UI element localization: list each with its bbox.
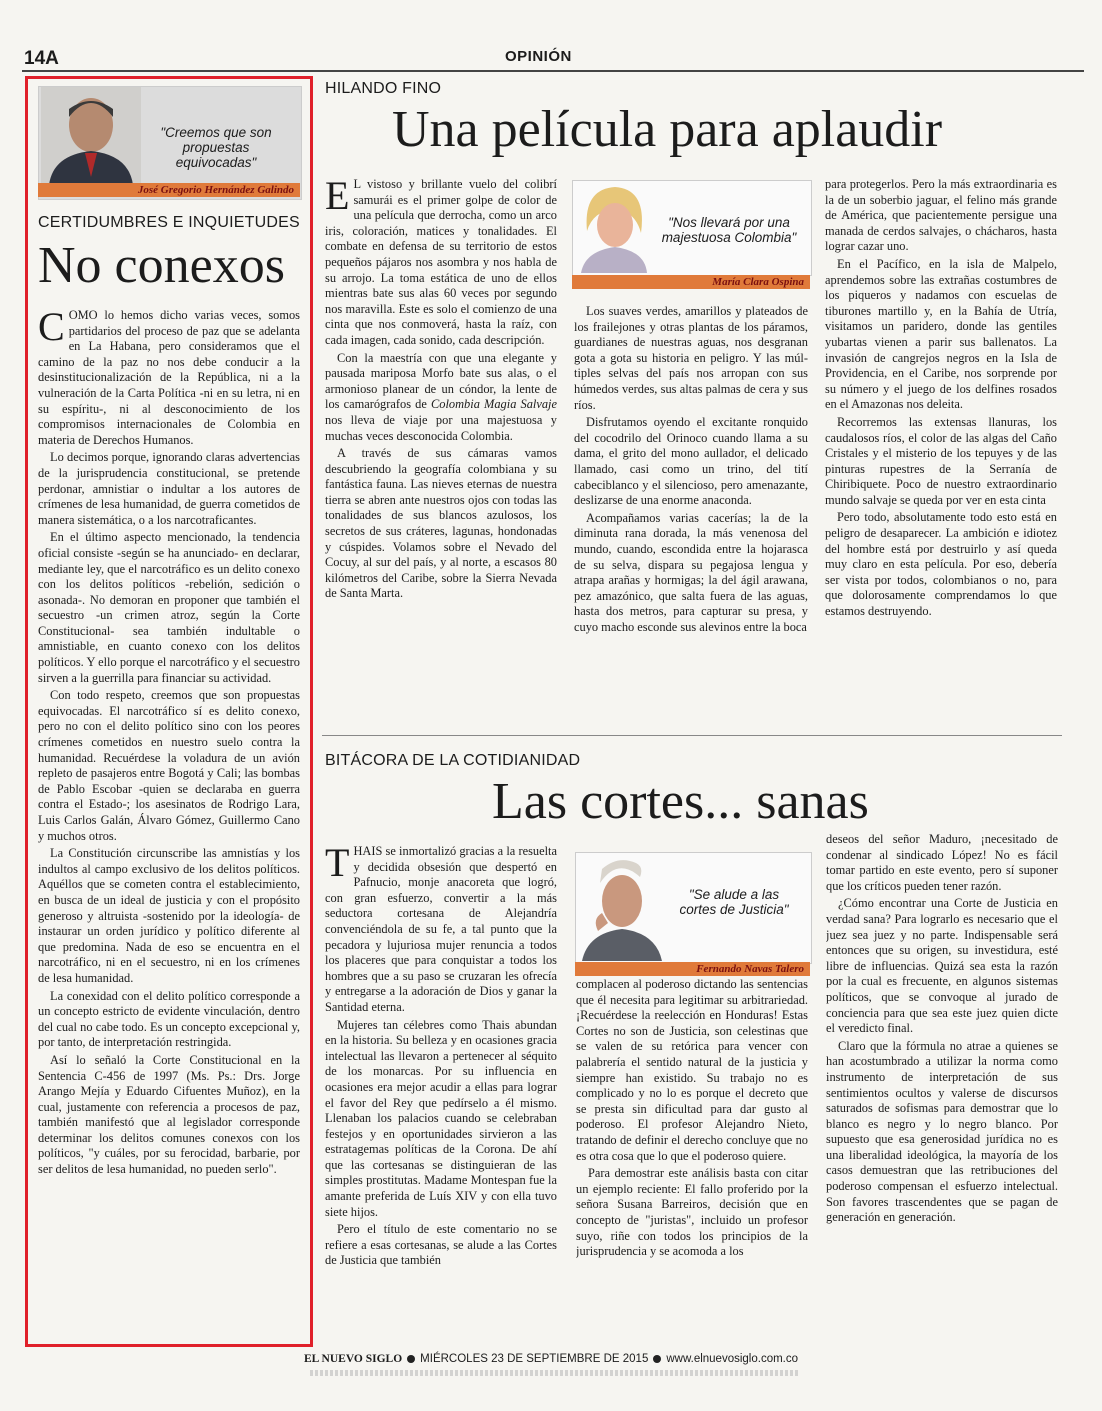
paragraph: En el Pacífico, en la isla de Malpelo, aprendemos sobre las extrañas costumbres de los piqueros y nadamos con escuelas de tiburones martillo y, en la Bahía de Utría, visitamos un paridero, donde las gentiles yubartas vienen a parir sus ballenatos. La invasión de cangrejos negros en la Isla de Providencia, en el Caribe, nos sorprende por su número y el juego de los delfines rosados en el Amazonas nos deleita. bbox=[825, 256, 1057, 412]
author-portrait bbox=[575, 181, 653, 273]
article-headline: Las cortes... sanas bbox=[492, 773, 869, 830]
article-headline: Una película para aplaudir bbox=[392, 101, 943, 158]
paragraph: En el último aspecto mencionado, la tendencia oficial consiste -según se ha anunciado- en declarar, mediante ley, que el narcotráfico es un delito conexo con los delitos políticos -rebelión, sedición o asonada-. No demoran en proponer que también el secuestro -un crimen atroz, según la Corte Constitucional- sea también indultable o amnistiable, en cuanto conexo con los delitos políticos. Y ello porque el narcotráfico y el secuestro sirven a la guerrilla para financiar su actividad. bbox=[38, 530, 300, 685]
paragraph: Pero el título de este comentario no se refiere a esas cortesanas, se alude a las Cortes de Justicia que también bbox=[325, 1222, 557, 1268]
article-body-col3 bbox=[826, 832, 1058, 1336]
drop-cap: T bbox=[325, 844, 350, 885]
paragraph: Mujeres tan célebres como Thais abundan en la historia. Su belleza y en ocasiones gracia intelectual las llevaron a pertenecer al séquito de los monarcas. Por su influencia en ocasiones era mejor acudir a ellas para lograr el favor del Rey que pedírselo a él mismo. Llenaban los palacios cuando se celebraban festejos y en oportunidades sirvieron a las estratagemas políticas de la Corona. De ahí que las cortesanas se distinguieran de las simples prostitutas. Madame Montespan fue la amante preferida de Luís XIV y con ella tuvo siete hijos. bbox=[325, 1017, 557, 1219]
author-byline: Fernando Navas Talero bbox=[575, 962, 810, 976]
drop-cap: C bbox=[38, 308, 65, 349]
page-number: 14A bbox=[24, 48, 59, 69]
issue-date: MIÉRCOLES 23 DE SEPTIEMBRE DE 2015 bbox=[420, 1353, 649, 1365]
paragraph: Claro que la fórmula no atrae a quienes se han acostumbrado a utilizar la norma como instrumento de interpretación de sus sentimientos ocultos y valerse de discursos saturados de sofismas para demostrar que lo blanco es negro y lo negro blanco. Por supuesto que esa generosidad jurídica no es una liberalidad ideológica, la mayoría de los casos demuestran que las retribuciones del poderoso compensan el esfuerzo intelectual. Son favores trascendentes que se pagan de generación en generación. bbox=[826, 1038, 1058, 1225]
paragraph: Con la maestría con que una elegante y pausada mariposa Morfo bate sus alas, o el armonioso planear de un cóndor, la lente de los camarógrafos de Colombia Magia Salvaje nos lleva de viaje por una majestuosa y muchas veces desconocida Colombia. bbox=[325, 350, 557, 443]
drop-cap: E bbox=[325, 177, 350, 218]
paragraph: para protegerlos. Pero la más extraordinaria es la de un soberbio jaguar, el felino más grande de América, que pacientemente persigue una manada de cerdos salvajes, o chácharos, hasta lograr cazar uno. bbox=[825, 177, 1057, 254]
lead-paragraph: L vistoso y brillante vuelo del colibrí samurái es el primer golpe de color de una película que derrocha, como un arco iris, coloración, matices y tonalidades. El combate en defensa de su territorio de estos pequeños pájaros nos asombra y nos habla de su arrojo. La toma estática de uno de ellos mientras bate sus alas 60 veces por segundo nos maravilla. Este es solo el comienzo de una cinta que nos conmoverá, hasta la raíz, con cada imagen, cada sonido, cada descripción. bbox=[325, 177, 557, 347]
film-title: Colombia Magia Salvaje bbox=[431, 397, 557, 412]
article-body-col3 bbox=[825, 177, 1057, 722]
paragraph: deseos del señor Maduro, ¡necesitado de condenar al sindicado López! No es fácil tomar partido en este evento, pero sí suponer que los críticos pueden tener razón. bbox=[826, 832, 1058, 893]
lead-paragraph: OMO lo hemos dicho varias veces, somos partidarios del proceso de paz que se adelanta en La Habana, pero consideramos que el camino de la paz no nos debe conducir a la desinstitucionalización de la República, ni a la vulneración de la Carta Política -ni en su letra, ni en su espíritu-, ni al desconocimiento de los compromisos internacionales de Colombia en materia de Derechos Humanos. bbox=[38, 308, 300, 447]
article-body-col2 bbox=[574, 304, 808, 722]
paragraph: Recorremos las extensas llanuras, los caudalosos ríos, el color de las algas del Caño Cristales y el misterio de los tepuyes y de las pinturas rupestres de la Serranía de Chiribiquete. Poco de nuestro extraordinario mundo salvaje se queda por ver en esta cinta bbox=[825, 414, 1057, 507]
paragraph: La Constitución circunscribe las amnistías y los indultos al campo exclusivo de los delitos políticos. Aquéllos que se cometen contra el establecimiento, en busca de un ideal de justicia y con el propósito generoso y altruista -sostenido por la ideología- de instaurar un orden jurídico y político diferente al que predomina. Nada de eso se encuentra en el narcotráfico, ni en el secuestro, ni en los crímenes de lesa humanidad. bbox=[38, 846, 300, 985]
article-body-col1 bbox=[325, 844, 557, 1336]
author-byline: María Clara Ospina bbox=[572, 275, 810, 289]
paragraph: Para demostrar este análisis basta con citar un ejemplo reciente: El fallo proferido por la señora Susana Barreiros, decisión que en concepto de "juristas", incluido un profesor suyo, riñe con todos los principios de la jurisprudencia y se acomoda a los bbox=[576, 1166, 808, 1259]
newspaper-name: EL NUEVO SIGLO bbox=[303, 1353, 403, 1365]
article-kicker: CERTIDUMBRES E INQUIETUDES bbox=[38, 214, 300, 231]
author-portrait bbox=[578, 853, 664, 961]
paragraph: Los suaves verdes, amarillos y plateados de los frailejones y otras plantas de los páramos, guardianes de nuestras aguas, nos desgranan gota a gota su historia en peligro. Y las múltiples selvas del país nos arropan con sus húmedos verdes, sus altas palmas de cera y sus ríos. bbox=[574, 304, 808, 412]
paragraph: Disfrutamos oyendo el excitante ronquido del cocodrilo del Orinoco cuando llama a su dama, el grito del mono aullador, el delicado llamado, casi como un trino, del tití cabeciblanco y el silencioso, pero amenazante, deslizarse de una enorme anaconda. bbox=[574, 415, 808, 508]
author-portrait bbox=[41, 87, 141, 185]
article-body-col2 bbox=[576, 977, 808, 1337]
bullet-icon bbox=[653, 1355, 661, 1363]
pull-quote: "Creemos que son propuestas equivocadas" bbox=[160, 125, 272, 170]
article-kicker: BITÁCORA DE LA COTIDIANIDAD bbox=[325, 752, 581, 769]
lead-paragraph: HAIS se inmortalizó gracias a la resuelta y decidida obsesión que despertó en Pafnucio, monje anacoreta que logró, con gran esfuerzo, convertir a la más seductora cortesana de Alejandría convenciéndola de su fe, a tal punto que la pecadora y lujuriosa mujer renuncia a todos los placeres que para conquistar a todos los hombres que a su paso se cruzaran les ofrecía y entregarse a la adoración de Dios y ganar la Santidad eterna. bbox=[325, 844, 557, 1014]
page-footer bbox=[0, 1353, 1102, 1365]
paragraph: A través de sus cámaras vamos descubriendo la geografía colombiana y su fantástica fauna. Las nieves eternas de nuestra tierra se abren ante nuestros ojos con todas las tonalidades de sus blancos azulosos, los secretos de sus cráteres, lagunas, hondonadas y cúspides. Volamos sobre el Nevado del Cocuy, al sur del país, y al norte, a escasos 80 kilómetros del Caribe, sobre la Sierra Nevada de Santa Marta. bbox=[325, 446, 557, 601]
paragraph: Con todo respeto, creemos que son propuestas equivocadas. El narcotráfico sí es delito conexo, pero no con el delito político sino con los peores crímenes cometidos en nuestro suelo contra la humanidad. Recuérdese la voladura de un avión repleto de pasajeros entre Bogotá y Cali; las bombas de Pablo Escobar -quien se declaraba en guerra contra el Estado-; los asesinatos de Rodrigo Lara, Luis Carlos Galán, Álvaro Gómez, Guillermo Cano y muchos otros. bbox=[38, 688, 300, 843]
section-title: OPINIÓN bbox=[505, 48, 572, 65]
section-divider bbox=[322, 735, 1062, 736]
article-body-col1 bbox=[325, 177, 557, 722]
paragraph: Acompañamos varias cacerías; la de la diminuta rana dorada, la más venenosa del mundo, cuando, escondida entre la hojarasca de su selva, dispara su pegajosa lengua y atrapa arañas y hormigas; la del ágil arawana, pez amazónico, que salta fuera de las aguas, hasta dos metros, para capturar su presa, y cuyo macho esconde sus alevinos entre la boca bbox=[574, 510, 808, 634]
paragraph: Lo decimos porque, ignorando claras advertencias de la jurisprudencia constitucional, se pretende perdonar, amnistiar o indultar a los autores de crímenes de lesa humanidad, de guerra cometidos de manera sistemática, o a los narcotraficantes. bbox=[38, 450, 300, 527]
article-headline: No conexos bbox=[38, 237, 285, 294]
paragraph: ¿Cómo encontrar una Corte de Justicia en verdad sana? Para lograrlo es necesario que el juez sea juez y no parte. Indispensable será entonces que su origen, su investidura, esté libre de influencias. Quizá sea esta la razón por la cual es frecuente, en algunos sistemas políticos, que se convoque al jurado de conciencia para que sea este juez quien dicte el veredicto final. bbox=[826, 896, 1058, 1036]
author-byline: José Gregorio Hernández Galindo bbox=[38, 183, 300, 197]
header-rule bbox=[22, 70, 1084, 72]
article-kicker: HILANDO FINO bbox=[325, 80, 442, 97]
paragraph: complacen al poderoso dictando las sentencias que él necesita para legitimar su arbitrariedad. ¡Recuérdese la reelección en Honduras! Estas Cortes no son de Justicia, son celestinas que se valen de su retórica para vencer con palabrería el sentido natural de la justicia y siempre han existido. Su trabajo no es complicado y no lo es porque el decreto que se presta sin dificultad para dar gusto al poderoso. El profesor Alejandro Nieto, tratando de definir el derecho concluye que no es otra cosa que lo que el poderoso quiere. bbox=[576, 977, 808, 1163]
pull-quote: "Nos llevará por una majestuosa Colombia" bbox=[661, 215, 797, 245]
website-link[interactable]: www.elnuevosiglo.com.co bbox=[666, 1353, 799, 1365]
author-photo-box bbox=[575, 852, 812, 964]
pull-quote: "Se alude a las cortes de Justicia" bbox=[679, 887, 789, 917]
author-photo-box bbox=[572, 180, 812, 276]
paragraph: La conexidad con el delito político corresponde a un concepto estricto de evidente vinculación, dentro del cual no cabe todo. Es un concepto excepcional y, por tanto, de interpretación restringida. bbox=[38, 988, 300, 1050]
paragraph: Pero todo, absolutamente todo esto está en peligro de desaparecer. La ambición e idiotez del hombre está por destruirlo y así queda muy claro en esta película. Por eso, debería ser vista por todos, colombianos o no, para que dolorosamente comprendamos lo que estamos destruyendo. bbox=[825, 510, 1057, 619]
bullet-icon bbox=[407, 1355, 415, 1363]
fine-print bbox=[310, 1370, 800, 1376]
paragraph: Así lo señaló la Corte Constitucional en la Sentencia C-456 de 1997 (Ms. Ps.: Drs. Jorge Arango Mejía y Eduardo Cifuentes Muñoz), en la cual, justamente con referencia a procesos de paz, también manifestó que al legislador corresponde determinar los delitos comunes conexos con los políticos, "y cuáles, por su ferocidad, barbarie, por ser delitos de lesa humanidad, no pueden serlo". bbox=[38, 1052, 300, 1177]
article-body bbox=[38, 308, 300, 1340]
